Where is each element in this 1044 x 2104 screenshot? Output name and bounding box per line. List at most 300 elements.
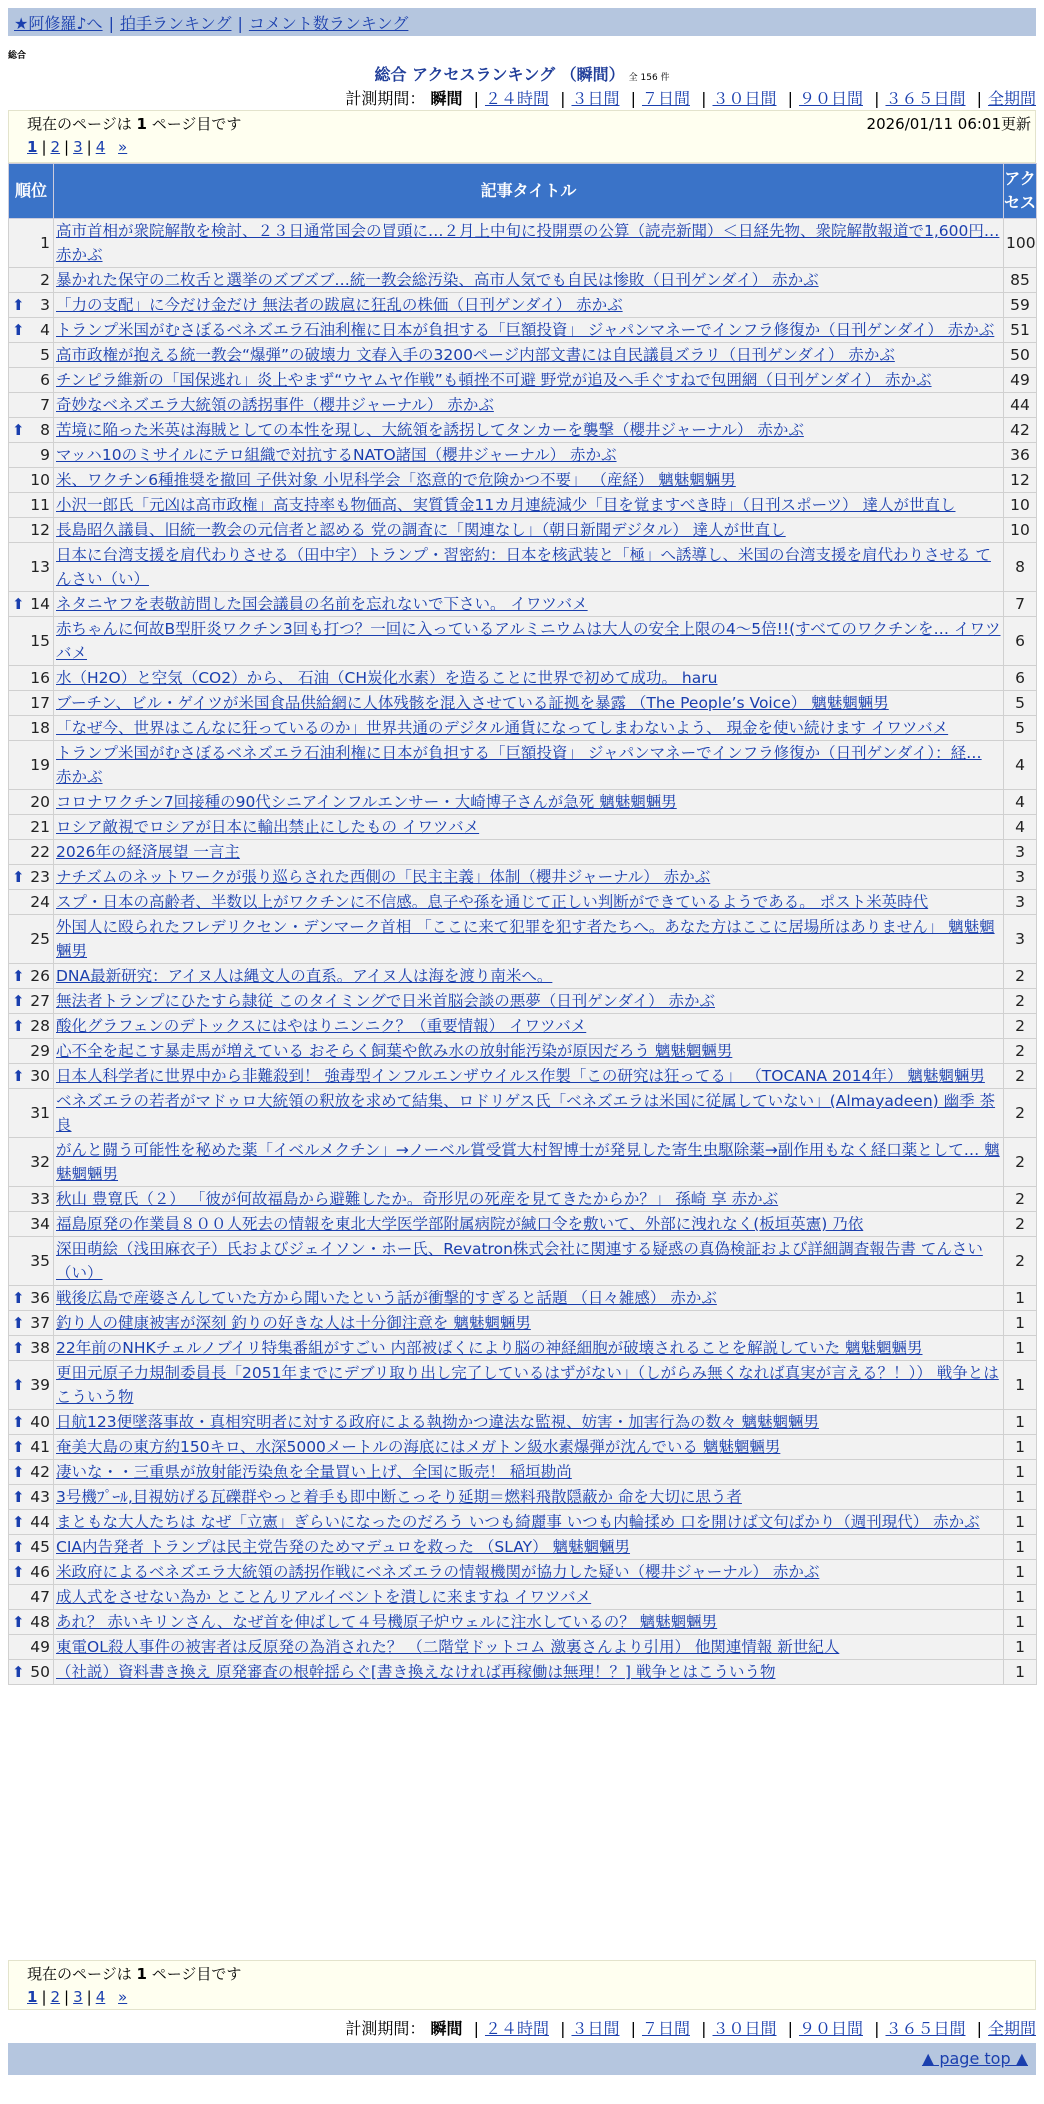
rank-cell xyxy=(9,1212,54,1237)
article-title-link[interactable]: 秋山 豊寛氏（２） 「彼が何故福島から避難したか。奇形児の死産を見てきたからか？」 孫崎 享 赤かぶ xyxy=(56,1190,779,1208)
article-title-link[interactable]: トランプ米国がむさぼるベネズエラ石油利権に日本が負担する「巨額投資」 ジャパンマネーでインフラ修復か（日刊ゲンダイ）：経… 赤かぶ xyxy=(56,744,982,786)
title-cell xyxy=(54,468,1004,493)
table-header-row xyxy=(9,164,1037,219)
page-top-link[interactable]: ▲ page top ▲ xyxy=(921,2049,1028,2068)
table-row xyxy=(9,1410,1037,1435)
rank-number: 17 xyxy=(30,694,50,712)
period-7d[interactable]: ７日間 xyxy=(641,2019,690,2038)
table-row xyxy=(9,418,1037,443)
article-title-link[interactable]: 暴かれた保守の二枚舌と選挙のズブズブ…統一教会総汚染、高市人気でも自民は惨敗（日刊ゲンダイ） 赤かぶ xyxy=(56,271,819,289)
article-title-link[interactable]: 米、ワクチン6種推奨を撤回 子供対象 小児科学会「恣意的で危険かつ不要」 （産経） 魑魅魍魎男 xyxy=(56,471,736,489)
access-count: 1 xyxy=(1004,1660,1037,1685)
table-row xyxy=(9,1064,1037,1089)
article-title-link[interactable]: 赤ちゃんに何故B型肝炎ワクチン3回も打つ？一回に入っているアルミニウムは大人の安全上限の4～5倍!!(すべてのワクチンを… イワツバメ xyxy=(56,620,1001,662)
period-3d[interactable]: ３日間 xyxy=(571,2019,620,2038)
rank-up-arrow-icon: ⬆ xyxy=(12,1613,25,1631)
access-count: 42 xyxy=(1004,418,1037,443)
rank-number: 31 xyxy=(30,1104,50,1122)
title-cell xyxy=(54,343,1004,368)
title-cell xyxy=(54,1610,1004,1635)
rank-up-arrow-icon: ⬆ xyxy=(12,1488,25,1506)
title-cell xyxy=(54,741,1004,790)
page-title xyxy=(0,62,1044,85)
access-count: 4 xyxy=(1004,741,1037,790)
title-cell xyxy=(54,790,1004,815)
article-title-link[interactable]: 酸化グラフェンのデトックスにはやはりニンニク？（重要情報） イワツバメ xyxy=(56,1017,587,1035)
table-row xyxy=(9,1485,1037,1510)
rank-cell xyxy=(9,268,54,293)
article-title-link[interactable]: 日航123便墜落事故・真相究明者に対する政府による執拗かつ違法な監視、妨害・加害行為の数々 魑魅魍魎男 xyxy=(56,1413,820,1431)
page-status-box-top xyxy=(8,110,1036,163)
rank-cell xyxy=(9,518,54,543)
article-title-link[interactable]: 釣り人の健康被害が深刻 釣りの好きな人は十分御注意を 魑魅魍魎男 xyxy=(56,1314,531,1332)
period-365d[interactable]: ３６５日間 xyxy=(885,2019,966,2038)
article-title-link[interactable]: 日本人科学者に世界中から非難殺到！ 強毒型インフルエンザウイルス作製「この研究は狂ってる」 （TOCANA 2014年） 魑魅魍魎男 xyxy=(56,1067,985,1085)
article-title-link[interactable]: 小沢一郎氏「元凶は高市政権」高支持率も物価高、実質賃金11カ月連続減少「目を覚ますべき時」（日刊スポーツ） 達人が世直し xyxy=(56,496,956,514)
page-title-text: 総合 アクセスランキング （瞬間） xyxy=(374,65,625,84)
table-row xyxy=(9,1138,1037,1187)
title-cell xyxy=(54,1635,1004,1660)
rank-number: 48 xyxy=(30,1613,50,1631)
pager-page-3[interactable]: 3 xyxy=(73,138,83,156)
rank-number: 40 xyxy=(30,1413,50,1431)
period-current: 瞬間 xyxy=(430,2019,463,2038)
rank-cell xyxy=(9,1187,54,1212)
title-cell xyxy=(54,1039,1004,1064)
rank-cell xyxy=(9,219,54,268)
rank-up-arrow-icon: ⬆ xyxy=(12,967,25,985)
article-title-link[interactable]: 「力の支配」に今だけ金だけ 無法者の跋扈に狂乱の株価（日刊ゲンダイ） 赤かぶ xyxy=(56,296,623,314)
nav-link-applause-ranking[interactable]: 拍手ランキング xyxy=(119,14,232,33)
table-row xyxy=(9,318,1037,343)
title-cell xyxy=(54,268,1004,293)
pager-next[interactable]: » xyxy=(118,1988,128,2006)
access-count: 85 xyxy=(1004,268,1037,293)
pager-top: 1 | 2 | 3 | 4 » xyxy=(27,138,128,156)
table-row xyxy=(9,1435,1037,1460)
rank-cell xyxy=(9,543,54,592)
article-title-link[interactable]: 長島昭久議員、旧統一教会の元信者と認める 党の調査に「関連なし」（朝日新聞デジタル） 達人が世直し xyxy=(56,521,786,539)
article-title-link[interactable]: 3号機ﾌﾟｰﾙ,目視妨げる瓦礫群やっと着手も即中断こっそり延期＝燃料飛散隠蔽か 命を大切に思う者 xyxy=(56,1488,742,1506)
article-title-link[interactable]: 戦後広島で産婆さんしていた方から聞いたという話が衝撃的すぎると話題 （日々雑感） 赤かぶ xyxy=(56,1289,717,1307)
table-row xyxy=(9,691,1037,716)
table-row xyxy=(9,268,1037,293)
rank-up-arrow-icon: ⬆ xyxy=(12,1513,25,1531)
access-count: 8 xyxy=(1004,543,1037,592)
table-row xyxy=(9,443,1037,468)
table-row xyxy=(9,741,1037,790)
rank-cell xyxy=(9,493,54,518)
title-cell xyxy=(54,964,1004,989)
rank-number: 41 xyxy=(30,1438,50,1456)
access-count: 1 xyxy=(1004,1485,1037,1510)
title-cell xyxy=(54,543,1004,592)
rank-up-arrow-icon: ⬆ xyxy=(12,1663,25,1681)
article-title-link[interactable]: （社説）資料書き換え 原発審査の根幹揺らぐ[書き換えなければ再稼働は無理！？] 戦争とはこういう物 xyxy=(56,1663,776,1681)
rank-up-arrow-icon: ⬆ xyxy=(12,421,25,439)
table-row xyxy=(9,1510,1037,1535)
article-title-link[interactable]: 奄美大島の東方約150キロ、水深5000メートルの海底にはメガトン級水素爆弾が沈んでいる 魑魅魍魎男 xyxy=(56,1438,781,1456)
rank-number: 13 xyxy=(30,558,50,576)
access-count: 50 xyxy=(1004,343,1037,368)
rank-number: 16 xyxy=(30,669,50,687)
article-title-link[interactable]: 22年前のNHKチェルノブイリ特集番組がすごい 内部被ばくにより脳の神経細胞が破壊されることを解説していた 魑魅魍魎男 xyxy=(56,1339,923,1357)
access-count: 2 xyxy=(1004,1187,1037,1212)
nav-link-comment-ranking[interactable]: コメント数ランキング xyxy=(248,14,409,33)
title-cell xyxy=(54,1460,1004,1485)
table-row xyxy=(9,1535,1037,1560)
rank-cell xyxy=(9,1361,54,1410)
article-title-link[interactable]: 高市首相が衆院解散を検討、２３日通常国会の冒頭に…２月上中旬に投開票の公算（読売新聞）＜日経先物、衆院解散報道で1,600円… 赤かぶ xyxy=(56,222,1000,264)
table-row xyxy=(9,964,1037,989)
title-cell xyxy=(54,1336,1004,1361)
rank-cell xyxy=(9,343,54,368)
rank-number: 26 xyxy=(30,967,50,985)
article-title-link[interactable]: がんと闘う可能性を秘めた薬「イベルメクチン」→ノーベル賞受賞大村智博士が発見した寄生虫駆除薬→副作用もなく経口薬として… 魑魅魍魎男 xyxy=(56,1141,1000,1183)
access-count: 100 xyxy=(1004,219,1037,268)
title-cell xyxy=(54,1361,1004,1410)
updated-timestamp: 2026/01/11 06:01更新 xyxy=(866,115,1031,133)
article-title-link[interactable]: 日本に台湾支援を肩代わりさせる（田中宇）トランプ・習密約：日本を核武装と「極」へ誘導し、米国の台湾支援を肩代わりさせる てんさい（い） xyxy=(56,546,991,588)
header-title: 記事タイトル xyxy=(54,164,1004,219)
access-count: 44 xyxy=(1004,393,1037,418)
nav-separator: | xyxy=(237,14,243,33)
title-cell xyxy=(54,418,1004,443)
rank-cell xyxy=(9,443,54,468)
access-count: 5 xyxy=(1004,691,1037,716)
table-row xyxy=(9,865,1037,890)
title-cell xyxy=(54,989,1004,1014)
pager-page-current[interactable]: 1 xyxy=(27,138,38,156)
rank-cell xyxy=(9,1510,54,1535)
period-90d[interactable]: ９０日間 xyxy=(798,2019,863,2038)
rank-up-arrow-icon: ⬆ xyxy=(12,868,25,886)
access-count: 1 xyxy=(1004,1361,1037,1410)
pager-page-current[interactable]: 1 xyxy=(27,1988,38,2006)
title-cell xyxy=(54,1286,1004,1311)
table-row xyxy=(9,468,1037,493)
rank-up-arrow-icon: ⬆ xyxy=(12,1376,25,1394)
table-row xyxy=(9,1286,1037,1311)
period-selector-bottom: 計測期間： 瞬間 | ２４時間 | ３日間 | ７日間 | ３０日間 | ９０日間 | ３６５日間 | 全期間 xyxy=(345,2019,1036,2038)
top-nav-bar xyxy=(8,8,1036,36)
table-row xyxy=(9,1311,1037,1336)
rank-number: 36 xyxy=(30,1289,50,1307)
article-title-link[interactable]: チンピラ維新の「国保逃れ」炎上やまず“ウヤムヤ作戦”も頓挫不可避 野党が追及へ手ぐすねで包囲網（日刊ゲンダイ） 赤かぶ xyxy=(56,371,932,389)
access-count: 3 xyxy=(1004,890,1037,915)
access-count: 1 xyxy=(1004,1585,1037,1610)
rank-up-arrow-icon: ⬆ xyxy=(12,1067,25,1085)
table-row xyxy=(9,543,1037,592)
access-count: 10 xyxy=(1004,493,1037,518)
rank-cell xyxy=(9,1460,54,1485)
title-cell xyxy=(54,1510,1004,1535)
article-title-link[interactable]: 深田萌絵（浅田麻衣子）氏およびジェイソン・ホー氏、Revatron株式会社に関連する疑惑の真偽検証および詳細調査報告書 てんさい（い） xyxy=(56,1240,983,1282)
article-title-link[interactable]: DNA最新研究：アイヌ人は縄文人の直系。アイヌ人は海を渡り南米へ。 xyxy=(56,967,553,985)
rank-cell xyxy=(9,865,54,890)
rank-cell xyxy=(9,1089,54,1138)
access-count: 59 xyxy=(1004,293,1037,318)
rank-up-arrow-icon: ⬆ xyxy=(12,1463,25,1481)
table-row xyxy=(9,815,1037,840)
period-7d[interactable]: ７日間 xyxy=(641,89,690,108)
period-24h[interactable]: ２４時間 xyxy=(484,2019,549,2038)
article-title-link[interactable]: ベネズエラの若者がマドゥロ大統領の釈放を求めて結集、ロドリゲス氏「ベネズエラは米国に従属していない」(Almayadeen) 幽季 茶良 xyxy=(56,1092,996,1134)
page-status-box-bottom xyxy=(8,1960,1036,2010)
table-row xyxy=(9,1660,1037,1685)
rank-cell xyxy=(9,368,54,393)
rank-number: 21 xyxy=(30,818,50,836)
rank-number: 50 xyxy=(30,1663,50,1681)
header-rank: 順位 xyxy=(9,164,54,219)
title-cell xyxy=(54,592,1004,617)
rank-cell xyxy=(9,1585,54,1610)
rank-cell xyxy=(9,1535,54,1560)
article-title-link[interactable]: ブーチン、ビル・ゲイツが米国食品供給網に人体残骸を混入させている証拠を暴露 （The People’s Voice） 魑魅魍魎男 xyxy=(56,694,889,712)
title-cell xyxy=(54,1237,1004,1286)
rank-cell xyxy=(9,989,54,1014)
table-row xyxy=(9,716,1037,741)
article-title-link[interactable]: 福島原発の作業員８００人死去の情報を東北大学医学部附属病院が緘口令を敷いて、外部に洩れなく(板垣英憲) 乃依 xyxy=(56,1215,864,1233)
article-title-link[interactable]: 「なぜ今、世界はこんなに狂っているのか」世界共通のデジタル通貨になってしまわないよう、 現金を使い続けます イワツバメ xyxy=(56,719,949,737)
title-cell xyxy=(54,1585,1004,1610)
rank-number: 3 xyxy=(40,296,50,314)
access-count: 49 xyxy=(1004,368,1037,393)
title-cell xyxy=(54,1535,1004,1560)
nav-separator: | xyxy=(108,14,114,33)
table-row xyxy=(9,1460,1037,1485)
table-row xyxy=(9,666,1037,691)
rank-number: 22 xyxy=(30,843,50,861)
rank-number: 47 xyxy=(30,1588,50,1606)
article-title-link[interactable]: あれ？ 赤いキリンさん、なぜ首を伸ばして４号機原子炉ウェルに注水しているの？ 魑魅魍魎男 xyxy=(56,1613,718,1631)
title-cell xyxy=(54,293,1004,318)
table-row xyxy=(9,219,1037,268)
article-title-link[interactable]: 奇妙なベネズエラ大統領の誘拐事件（櫻井ジャーナル） 赤かぶ xyxy=(56,396,494,414)
footer-bar xyxy=(8,2043,1036,2075)
rank-cell xyxy=(9,1311,54,1336)
period-3d[interactable]: ３日間 xyxy=(571,89,620,108)
title-cell xyxy=(54,865,1004,890)
pager-page-2[interactable]: 2 xyxy=(50,138,61,156)
period-30d[interactable]: ３０日間 xyxy=(712,89,777,108)
article-title-link[interactable]: 無法者トランプにひたすら隷従 このタイミングで日米首脳会談の悪夢（日刊ゲンダイ） 赤かぶ xyxy=(56,992,715,1010)
title-cell xyxy=(54,1560,1004,1585)
title-cell xyxy=(54,1410,1004,1435)
table-row xyxy=(9,989,1037,1014)
article-title-link[interactable]: ネタニヤフを表敬訪問した国会議員の名前を忘れないで下さい。 イワツバメ xyxy=(56,595,588,613)
period-label: 計測期間： xyxy=(345,89,426,108)
rank-cell xyxy=(9,318,54,343)
period-all[interactable]: 全期間 xyxy=(987,2019,1036,2038)
rank-number: 30 xyxy=(30,1067,50,1085)
title-cell xyxy=(54,1138,1004,1187)
category-label: 総合 xyxy=(8,51,27,61)
rank-cell xyxy=(9,1435,54,1460)
rank-number: 27 xyxy=(30,992,50,1010)
access-count: 2 xyxy=(1004,1064,1037,1089)
access-count: 2 xyxy=(1004,964,1037,989)
total-count: 全 156 件 xyxy=(628,73,670,83)
rank-up-arrow-icon: ⬆ xyxy=(12,1017,25,1035)
title-cell xyxy=(54,318,1004,343)
pager-bottom: 1 | 2 | 3 | 4 » xyxy=(27,1988,128,2006)
rank-number: 37 xyxy=(30,1314,50,1332)
access-count: 10 xyxy=(1004,518,1037,543)
period-365d[interactable]: ３６５日間 xyxy=(885,89,966,108)
rank-cell xyxy=(9,691,54,716)
rank-number: 25 xyxy=(30,930,50,948)
rank-cell xyxy=(9,393,54,418)
rank-cell xyxy=(9,1138,54,1187)
header-access: アクセス xyxy=(1004,164,1037,219)
table-row xyxy=(9,840,1037,865)
article-title-link[interactable]: 東電OL殺人事件の被害者は反原発の為消された？ （二階堂ドットコム 激裏さんより引用） 他関連情報 新世紀人 xyxy=(56,1638,840,1656)
table-row xyxy=(9,890,1037,915)
rank-number: 2 xyxy=(40,271,50,289)
rank-cell xyxy=(9,293,54,318)
period-all[interactable]: 全期間 xyxy=(987,89,1036,108)
rank-number: 44 xyxy=(30,1513,50,1531)
table-row xyxy=(9,493,1037,518)
article-title-link[interactable]: CIA内告発者 トランプは民主党告発のためマデュロを救った （SLAY） 魑魅魍魎男 xyxy=(56,1538,631,1556)
rank-number: 8 xyxy=(40,421,50,439)
article-title-link[interactable]: 水（H2O）と空気（CO2）から、 石油（CH炭化水素）を造ることに世界で初めて成功。 haru xyxy=(56,669,718,687)
rank-number: 23 xyxy=(30,868,50,886)
pager-page-3[interactable]: 3 xyxy=(73,1988,83,2006)
article-title-link[interactable]: ナチズムのネットワークが張り巡らされた西側の「民主主義」体制（櫻井ジャーナル） 赤かぶ xyxy=(56,868,711,886)
title-cell xyxy=(54,815,1004,840)
table-row xyxy=(9,1560,1037,1585)
rank-cell xyxy=(9,915,54,964)
table-row xyxy=(9,1014,1037,1039)
access-count: 1 xyxy=(1004,1336,1037,1361)
access-count: 1 xyxy=(1004,1410,1037,1435)
article-title-link[interactable]: 高市政権が抱える統一教会“爆弾”の破壊力 文春入手の3200ページ内部文書には自民議員ズラリ（日刊ゲンダイ） 赤かぶ xyxy=(56,346,895,364)
article-title-link[interactable]: 2026年の経済展望 一言主 xyxy=(56,843,240,861)
period-24h[interactable]: ２４時間 xyxy=(484,89,549,108)
access-count: 1 xyxy=(1004,1635,1037,1660)
article-title-link[interactable]: トランプ米国がむさぼるベネズエラ石油利権に日本が負担する「巨額投資」 ジャパンマネーでインフラ修復か（日刊ゲンダイ） 赤かぶ xyxy=(56,321,995,339)
rank-number: 39 xyxy=(30,1376,50,1394)
article-title-link[interactable]: 成人式をさせない為か とことんリアルイベントを潰しに来ますね イワツバメ xyxy=(56,1588,592,1606)
pager-page-4[interactable]: 4 xyxy=(95,138,106,156)
rank-number: 46 xyxy=(30,1563,50,1581)
access-count: 1 xyxy=(1004,1435,1037,1460)
period-label: 計測期間： xyxy=(345,2019,426,2038)
table-row xyxy=(9,1089,1037,1138)
table-row xyxy=(9,1336,1037,1361)
article-title-link[interactable]: スプ・日本の高齢者、半数以上がワクチンに不信感。息子や孫を通じて正しい判断ができているようである。 ポスト米英時代 xyxy=(56,893,929,911)
rank-cell xyxy=(9,1014,54,1039)
access-count: 3 xyxy=(1004,915,1037,964)
rank-number: 9 xyxy=(40,446,50,464)
rank-cell xyxy=(9,1410,54,1435)
article-title-link[interactable]: 外国人に殴られたフレデリクセン・デンマーク首相 「ここに来て犯罪を犯す者たちへ。あなた方はここに居場所はありません」 魑魅魍魎男 xyxy=(56,918,995,960)
title-cell xyxy=(54,890,1004,915)
period-30d[interactable]: ３０日間 xyxy=(712,2019,777,2038)
title-cell xyxy=(54,493,1004,518)
rank-cell xyxy=(9,1064,54,1089)
rank-number: 10 xyxy=(30,471,50,489)
access-count: 6 xyxy=(1004,617,1037,666)
table-row xyxy=(9,592,1037,617)
rank-cell xyxy=(9,840,54,865)
period-90d[interactable]: ９０日間 xyxy=(798,89,863,108)
article-title-link[interactable]: マッハ10のミサイルにテロ組織で対抗するNATO諸国（櫻井ジャーナル） 赤かぶ xyxy=(56,446,617,464)
rank-number: 18 xyxy=(30,719,50,737)
title-cell xyxy=(54,1435,1004,1460)
period-selector-top: 計測期間： 瞬間 | ２４時間 | ３日間 | ７日間 | ３０日間 | ９０日間 | ３６５日間 | 全期間 xyxy=(345,89,1036,108)
period-current: 瞬間 xyxy=(430,89,463,108)
title-cell xyxy=(54,1212,1004,1237)
pager-next[interactable]: » xyxy=(118,138,128,156)
rank-up-arrow-icon: ⬆ xyxy=(12,1438,25,1456)
table-row xyxy=(9,1237,1037,1286)
article-title-link[interactable]: 凄いな・・三重県が放射能汚染魚を全量買い上げ、全国に販売！ 稲垣勘尚 xyxy=(56,1463,572,1481)
access-count: 1 xyxy=(1004,1510,1037,1535)
article-title-link[interactable]: ロシア敵視でロシアが日本に輸出禁止にしたもの イワツバメ xyxy=(56,818,480,836)
title-cell xyxy=(54,443,1004,468)
article-title-link[interactable]: コロナワクチン7回接種の90代シニアインフルエンサー・大崎博子さんが急死 魑魅魍魎男 xyxy=(56,793,677,811)
title-cell xyxy=(54,691,1004,716)
access-count: 1 xyxy=(1004,1460,1037,1485)
article-title-link[interactable]: 更田元原子力規制委員長「2051年までにデブリ取り出し完了しているはずがない」（しがらみ無くなれば真実が言える？！）） 戦争とはこういう物 xyxy=(56,1364,999,1406)
title-cell xyxy=(54,666,1004,691)
title-cell xyxy=(54,1660,1004,1685)
title-cell xyxy=(54,518,1004,543)
article-title-link[interactable]: まともな大人たちは なぜ「立憲」ぎらいになったのだろう いつも綺麗事 いつも内輪揉め 口を開けば文句ばかり（週刊現代） 赤かぶ xyxy=(56,1513,980,1531)
rank-up-arrow-icon: ⬆ xyxy=(12,1538,25,1556)
table-row xyxy=(9,1187,1037,1212)
table-row xyxy=(9,617,1037,666)
rank-number: 1 xyxy=(40,234,50,252)
rank-number: 42 xyxy=(30,1463,50,1481)
article-title-link[interactable]: 心不全を起こす暴走馬が増えている おそらく飼葉や飲み水の放射能汚染が原因だろう 魑魅魍魎男 xyxy=(56,1042,733,1060)
title-cell xyxy=(54,1485,1004,1510)
title-cell xyxy=(54,716,1004,741)
access-count: 6 xyxy=(1004,666,1037,691)
rank-up-arrow-icon: ⬆ xyxy=(12,595,25,613)
table-row xyxy=(9,915,1037,964)
nav-link-asyura[interactable]: ★阿修羅♪へ xyxy=(14,14,103,33)
pager-page-2[interactable]: 2 xyxy=(50,1988,61,2006)
rank-number: 33 xyxy=(30,1190,50,1208)
access-count: 12 xyxy=(1004,468,1037,493)
access-count: 4 xyxy=(1004,790,1037,815)
rank-cell xyxy=(9,1610,54,1635)
article-title-link[interactable]: 米政府によるベネズエラ大統領の誘拐作戦にベネズエラの情報機関が協力した疑い（櫻井ジャーナル） 赤かぶ xyxy=(56,1563,820,1581)
article-title-link[interactable]: 苦境に陥った米英は海賊としての本性を現し、大統領を誘拐してタンカーを襲撃（櫻井ジャーナル） 赤かぶ xyxy=(56,421,804,439)
table-row xyxy=(9,393,1037,418)
rank-up-arrow-icon: ⬆ xyxy=(12,321,25,339)
rank-number: 29 xyxy=(30,1042,50,1060)
rank-cell xyxy=(9,890,54,915)
rank-cell xyxy=(9,592,54,617)
rank-cell xyxy=(9,790,54,815)
table-row xyxy=(9,1635,1037,1660)
title-cell xyxy=(54,840,1004,865)
title-cell xyxy=(54,219,1004,268)
access-count: 3 xyxy=(1004,840,1037,865)
pager-page-4[interactable]: 4 xyxy=(95,1988,106,2006)
access-count: 2 xyxy=(1004,989,1037,1014)
rank-cell xyxy=(9,1635,54,1660)
rank-number: 12 xyxy=(30,521,50,539)
rank-number: 15 xyxy=(30,632,50,650)
table-row xyxy=(9,1212,1037,1237)
table-row xyxy=(9,343,1037,368)
